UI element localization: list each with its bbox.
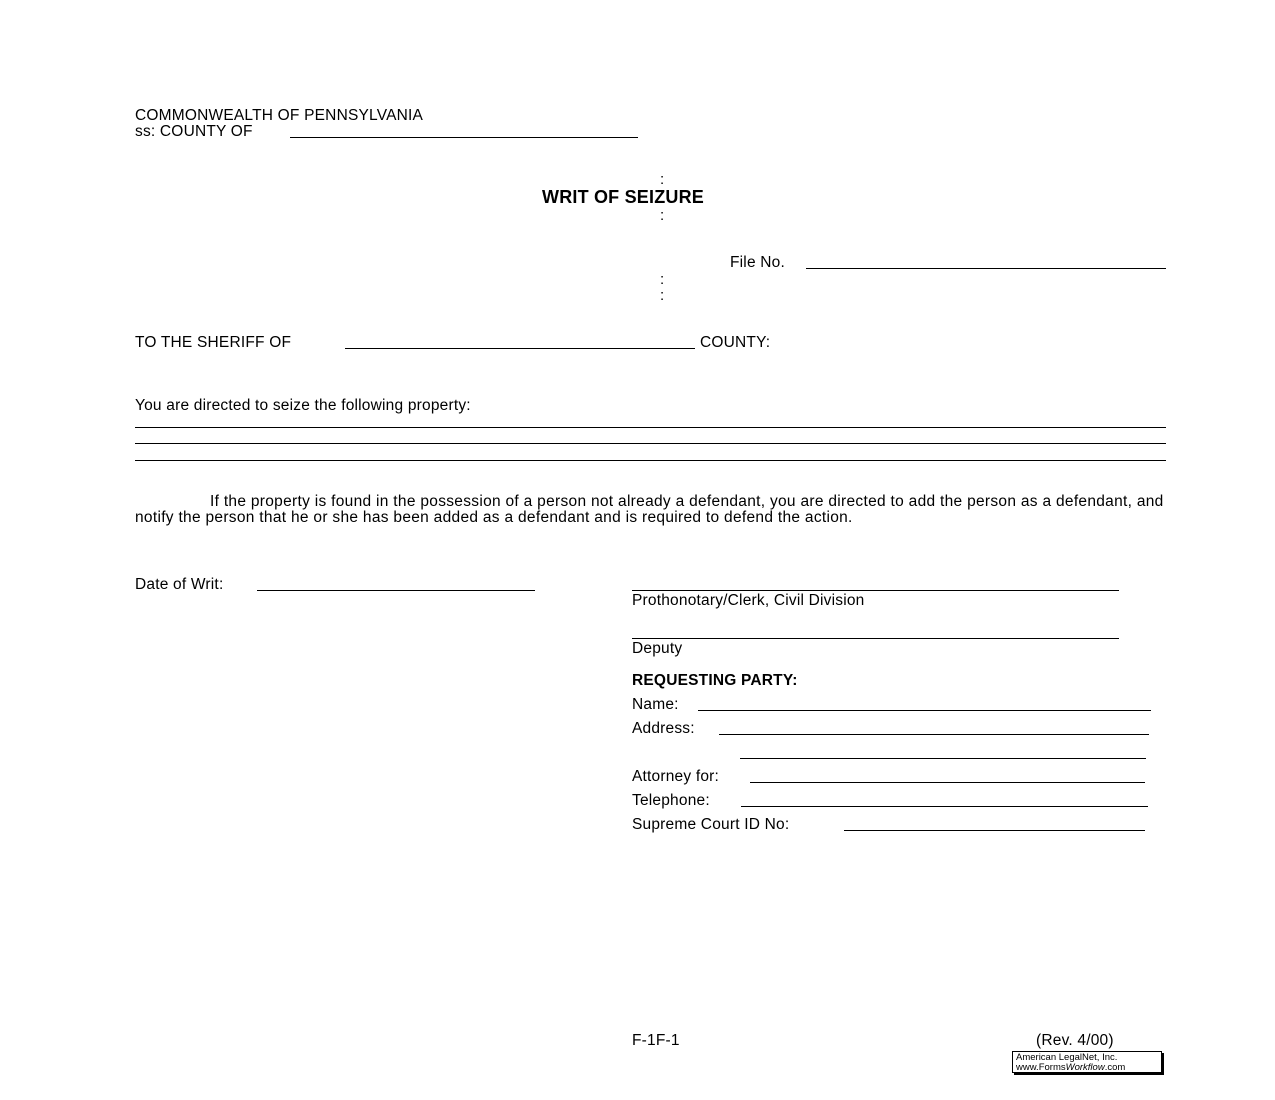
name-label: Name:	[632, 696, 679, 713]
name-input-line[interactable]	[698, 710, 1151, 711]
property-input-line-1[interactable]	[135, 427, 1166, 428]
prothonotary-label: Prothonotary/Clerk, Civil Division	[632, 592, 865, 609]
publisher-url-prefix: www.Forms	[1016, 1062, 1066, 1073]
prothonotary-signature-line[interactable]	[632, 590, 1119, 591]
publisher-logo	[1012, 1051, 1162, 1073]
date-of-writ-label: Date of Writ:	[135, 576, 224, 593]
deputy-label: Deputy	[632, 640, 683, 657]
date-of-writ-input-line[interactable]	[257, 590, 535, 591]
body-paragraph-text: If the property is found in the possession of a person not already a defendant, you are directed to add the person as a defendant, and notify the person that he or she has been added as a defendant and is required to defend the action.	[135, 493, 1164, 526]
document-title: WRIT OF SEIZURE	[542, 187, 704, 207]
property-input-line-3[interactable]	[135, 460, 1166, 461]
property-directive: You are directed to seize the following property:	[135, 397, 471, 414]
county-input-line[interactable]	[290, 137, 638, 138]
publisher-line-2	[1016, 1063, 1161, 1073]
supreme-court-id-input-line[interactable]	[844, 830, 1145, 831]
telephone-input-line[interactable]	[741, 806, 1148, 807]
caption-colon: :	[660, 207, 665, 224]
county-label: ss: COUNTY OF	[135, 123, 253, 140]
sheriff-county-input-line[interactable]	[345, 348, 695, 349]
supreme-court-id-label: Supreme Court ID No:	[632, 816, 790, 833]
deputy-signature-line[interactable]	[632, 638, 1119, 639]
sheriff-prefix: TO THE SHERIFF OF	[135, 334, 292, 351]
address-input-line-1[interactable]	[719, 734, 1149, 735]
attorney-for-label: Attorney for:	[632, 768, 720, 785]
property-input-line-2[interactable]	[135, 443, 1166, 444]
revision-label: (Rev. 4/00)	[1036, 1032, 1114, 1049]
sheriff-suffix: COUNTY:	[700, 334, 771, 351]
file-no-input-line[interactable]	[806, 268, 1166, 269]
commonwealth-heading: COMMONWEALTH OF PENNSYLVANIA	[135, 107, 424, 124]
publisher-line-1: American LegalNet, Inc.	[1016, 1052, 1118, 1063]
publisher-url-suffix: .com	[1104, 1062, 1126, 1073]
requesting-party-heading: REQUESTING PARTY:	[632, 672, 798, 689]
telephone-label: Telephone:	[632, 792, 710, 809]
caption-colon: :	[660, 171, 665, 188]
caption-colon: :	[660, 271, 665, 288]
publisher-url-italic: Workflow	[1065, 1062, 1105, 1073]
address-input-line-2[interactable]	[740, 758, 1146, 759]
file-no-label: File No.	[730, 254, 786, 271]
form-number: F-1F-1	[632, 1032, 680, 1049]
attorney-for-input-line[interactable]	[750, 782, 1145, 783]
address-label: Address:	[632, 720, 695, 737]
body-paragraph	[135, 494, 1175, 526]
caption-colon: :	[660, 287, 665, 304]
